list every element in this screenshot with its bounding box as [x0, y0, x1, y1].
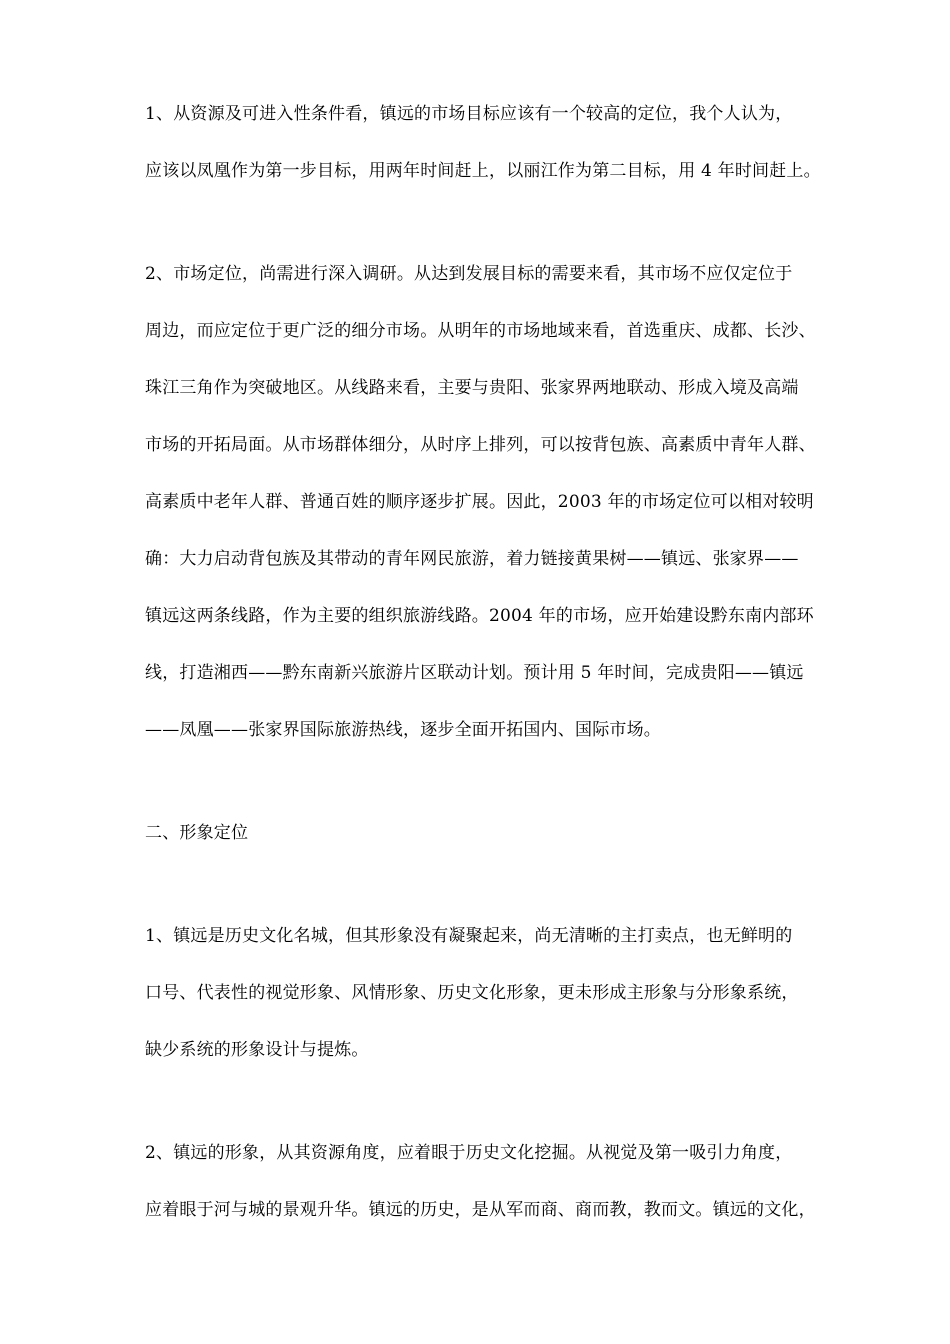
text-line-11: ——凤凰——张家界国际旅游热线，逐步全面开拓国内、国际市场。	[145, 720, 661, 740]
text-line-1: 1、从资源及可进入性条件看，镇远的市场目标应该有一个较高的定位，我个人认为，	[145, 104, 793, 124]
text-line-17: 应着眼于河与城的景观升华。镇远的历史，是从军而商、商而教，教而文。镇远的文化，	[145, 1200, 816, 1220]
text-line-8: 确：大力启动背包族及其带动的青年网民旅游，着力链接黄果树——镇远、张家界——	[145, 549, 799, 569]
text-line-6: 市场的开拓局面。从市场群体细分，从时序上排列，可以按背包族、高素质中青年人群、	[145, 435, 816, 455]
text-line-4: 周边，而应定位于更广泛的细分市场。从明年的市场地域来看，首选重庆、成都、长沙、	[145, 321, 816, 341]
section-heading: 二、形象定位	[145, 823, 249, 843]
text-line-15: 缺少系统的形象设计与提炼。	[145, 1040, 369, 1060]
text-line-14: 口号、代表性的视觉形象、风情形象、历史文化形象，更未形成主形象与分形象系统，	[145, 983, 799, 1003]
text-line-2: 应该以凤凰作为第一步目标，用两年时间赶上，以丽江作为第二目标，用 4 年时间赶上。	[145, 161, 821, 181]
text-line-16: 2、镇远的形象，从其资源角度，应着眼于历史文化挖掘。从视觉及第一吸引力角度，	[145, 1143, 793, 1163]
text-line-7: 高素质中老年人群、普通百姓的顺序逐步扩展。因此，2003 年的市场定位可以相对较明	[145, 492, 814, 512]
text-line-3: 2、市场定位，尚需进行深入调研。从达到发展目标的需要来看，其市场不应仅定位于	[145, 264, 793, 284]
text-line-10: 线，打造湘西——黔东南新兴旅游片区联动计划。预计用 5 年时间，完成贵阳——镇远	[145, 663, 804, 683]
text-line-13: 1、镇远是历史文化名城，但其形象没有凝聚起来，尚无清晰的主打卖点，也无鲜明的	[145, 926, 793, 946]
text-line-5: 珠江三角作为突破地区。从线路来看，主要与贵阳、张家界两地联动、形成入境及高端	[145, 378, 799, 398]
text-line-9: 镇远这两条线路，作为主要的组织旅游线路。2004 年的市场，应开始建设黔东南内部环	[145, 606, 814, 626]
